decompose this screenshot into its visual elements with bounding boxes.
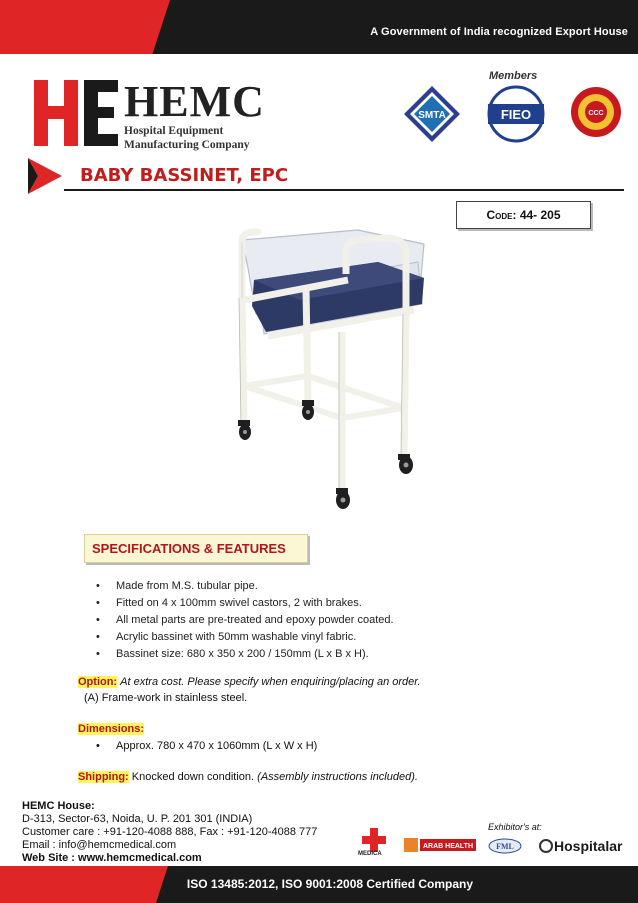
- svg-text:SMTA: SMTA: [418, 110, 446, 121]
- smta-badge-icon: [402, 84, 462, 144]
- spec-heading: SPECIFICATIONS & FEATURES: [92, 541, 286, 556]
- spec-list: [96, 578, 394, 663]
- exhibitor-label: Exhibitor's at:: [488, 822, 542, 832]
- footer-street: D-313, Sector-63, Noida, U. P. 201 301 (INDIA): [22, 813, 253, 825]
- footer-email[interactable]: Email : info@hemcmedical.com: [22, 839, 177, 851]
- footer-address: [22, 800, 317, 865]
- spec-list-item: • All metal parts are pre-treated and epoxy powder coated.: [96, 612, 394, 629]
- option-label: Option:: [78, 676, 118, 688]
- brand-subtitle-line1: Hospital Equipment: [124, 125, 224, 137]
- svg-text:Hospitalar: Hospitalar: [554, 838, 623, 854]
- brand-subtitle-line2: Manufacturing Company: [124, 139, 250, 151]
- footer-customer-care: Customer care : +91-120-4088 888, Fax : +91-120-4088 777: [22, 826, 318, 838]
- hemc-logo-icon: [34, 80, 120, 146]
- dimensions-label: [78, 723, 144, 735]
- members-label: Members: [489, 70, 538, 82]
- product-title: BABY BASSINET, EPC: [80, 165, 289, 186]
- footer-house: HEMC House:: [22, 800, 95, 812]
- spec-list-item: • Fitted on 4 x 100mm swivel castors, 2 with brakes.: [96, 595, 394, 612]
- arab-health-logo-icon: [404, 836, 476, 854]
- svg-text:FIEO: FIEO: [500, 107, 532, 122]
- shipping-line: [78, 771, 418, 783]
- brand-name: HEMC: [124, 77, 265, 126]
- spec-list-item: • Acrylic bassinet with 50mm washable vinyl fabric.: [96, 629, 394, 646]
- medica-logo-icon: [356, 828, 396, 856]
- option-text: At extra cost. Please specify when enquiring/placing an order.: [120, 676, 421, 688]
- footer-website[interactable]: Web Site : www.hemcmedical.com: [22, 852, 202, 864]
- svg-text:ARAB HEALTH: ARAB HEALTH: [422, 843, 474, 850]
- shipping-label: Shipping:: [78, 771, 129, 783]
- spec-list-item: • Bassinet size: 680 x 350 x 200 / 150mm (L x B x H).: [96, 646, 394, 663]
- svg-text:MEDICA: MEDICA: [358, 851, 382, 856]
- title-arrow-icon: [24, 156, 64, 196]
- product-code-value: : 44- 205: [512, 208, 561, 222]
- shipping-note: (Assembly instructions included).: [257, 771, 418, 783]
- product-code-label: Code: [486, 208, 513, 222]
- baby-bassinet-product-image: [228, 222, 438, 512]
- spec-list-item: • Made from M.S. tubular pipe.: [96, 578, 394, 595]
- fml-logo-icon: [488, 838, 522, 854]
- export-house-text: A Government of India recognized Export House: [370, 26, 628, 38]
- ccc-badge-icon: [570, 86, 622, 138]
- dimensions-item: • Approx. 780 x 470 x 1060mm (L x W x H): [96, 740, 317, 752]
- fieo-badge-icon: [484, 84, 548, 144]
- svg-text:FML: FML: [496, 842, 514, 851]
- option-a: (A) Frame-work in stainless steel.: [84, 692, 248, 704]
- shipping-text: Knocked down condition.: [131, 771, 255, 783]
- product-code-box: [456, 201, 591, 229]
- brand-subtitle: [124, 124, 250, 152]
- certification-text: ISO 13485:2012, ISO 9001:2008 Certified Company: [186, 877, 474, 891]
- svg-text:CCC: CCC: [588, 110, 604, 117]
- title-divider: [64, 189, 624, 191]
- hospitalar-logo-icon: [538, 834, 630, 856]
- dimensions-label-text: Dimensions:: [78, 723, 145, 735]
- option-line: [78, 676, 421, 688]
